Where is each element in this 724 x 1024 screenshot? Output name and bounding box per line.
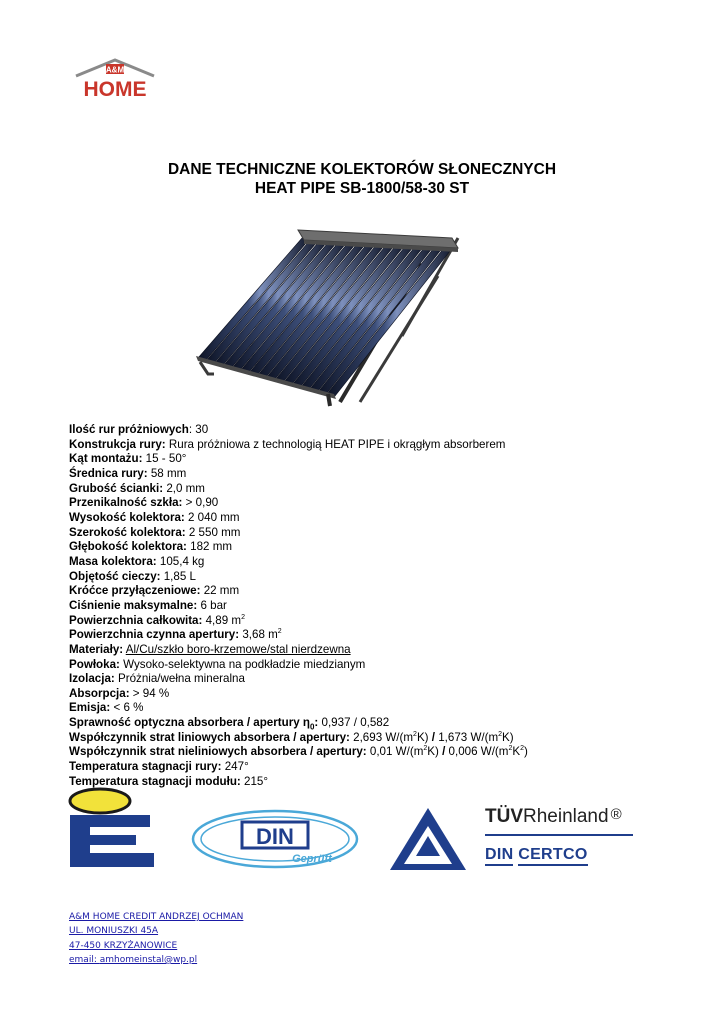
spec-value: 2,0 mm xyxy=(166,481,205,495)
spec-value: Rura próżniowa z technologią HEAT PIPE i okrągłym absorberem xyxy=(168,437,506,451)
title-line-2: HEAT PIPE SB-1800/58-30 ST xyxy=(254,180,470,197)
spec-label: Objętość cieczy: xyxy=(69,569,161,583)
spec-label: Masa kolektora: xyxy=(69,554,157,568)
spec-row xyxy=(69,584,528,599)
spec-value: 58 mm xyxy=(150,466,187,480)
spec-value: > 0,90 xyxy=(185,496,219,510)
spec-row xyxy=(69,526,528,541)
spec-value: 15 - 50° xyxy=(145,452,187,466)
spec-row xyxy=(69,687,528,702)
spec-label: Emisja: xyxy=(69,701,111,715)
din-triangle-logo xyxy=(388,806,468,872)
spec-row xyxy=(69,614,528,629)
spec-label: Ciśnienie maksymalne: xyxy=(69,598,198,612)
spec-row xyxy=(69,511,528,526)
spec-value: 2 550 mm xyxy=(188,525,241,539)
spec-label: Przenikalność szkła: xyxy=(69,496,183,510)
spec-row xyxy=(69,540,528,555)
spec-row xyxy=(69,672,528,687)
spec-value: 182 mm xyxy=(190,540,233,554)
spec-row-linear-loss xyxy=(69,731,528,746)
logo-top-text: A&M xyxy=(105,65,125,75)
footer-street: UL. MONIUSZKI 45A xyxy=(69,926,159,937)
spec-row xyxy=(69,467,528,482)
spec-value: < 6 % xyxy=(113,701,144,715)
spec-value: 6 bar xyxy=(200,598,227,612)
title-line-1: DANE TECHNICZNE KOLEKTORÓW SŁONECZNYCH xyxy=(167,161,557,178)
spec-row xyxy=(69,555,528,570)
spec-label: Kąt montażu: xyxy=(69,452,143,466)
spec-label: Ilość rur próżniowych xyxy=(69,423,189,436)
spec-label: Współczynnik strat nieliniowych absorbera / apertury: xyxy=(69,745,367,759)
spec-value: 215° xyxy=(244,774,269,788)
spec-value: 0,937 / 0,582 xyxy=(318,716,390,730)
spec-list-tail xyxy=(69,760,528,789)
din-gepruft-logo xyxy=(190,808,360,870)
spec-label: Powierzchnia całkowita: xyxy=(69,613,203,627)
technical-specs xyxy=(69,423,528,789)
spec-label: Materiały: xyxy=(69,642,124,656)
spec-label: Króćce przyłączeniowe: xyxy=(69,584,201,598)
spec-list xyxy=(69,423,528,716)
spec-value: 3,68 $m^2$ xyxy=(242,628,282,642)
company-logo xyxy=(72,58,158,100)
gepruft-text: Geprüft xyxy=(292,853,332,865)
footer-city: 47-450 KRZYŻANOWICE xyxy=(69,940,178,951)
cert-e-logo xyxy=(66,787,158,869)
spec-label: Szerokość kolektora: xyxy=(69,525,186,539)
spec-row xyxy=(69,628,528,643)
solar-collector-image xyxy=(190,224,465,409)
spec-value: > 94 % xyxy=(132,686,170,700)
spec-label: Średnica rury: xyxy=(69,466,148,480)
spec-label: Głębokość kolektora: xyxy=(69,540,187,554)
spec-row-nonlinear-loss xyxy=(69,745,528,760)
spec-row xyxy=(69,452,528,467)
footer-company: A&M HOME CREDIT ANDRZEJ OCHMAN xyxy=(69,912,244,922)
spec-row xyxy=(69,438,528,453)
spec-row xyxy=(69,599,528,614)
spec-label: Temperatura stagnacji modułu: xyxy=(69,774,241,788)
spec-label: Absorpcja: xyxy=(69,686,130,700)
spec-row xyxy=(69,643,528,658)
spec-label: Sprawność optyczna absorbera / apertury $\eta_0$: xyxy=(69,716,319,732)
din-certco-text: DIN CERTCO xyxy=(485,846,588,864)
spec-label: Powłoka: xyxy=(69,657,120,671)
spec-label: Konstrukcja rury: xyxy=(69,437,166,451)
spec-row xyxy=(69,760,528,775)
spec-row xyxy=(69,701,528,716)
spec-row: Ilość rur próżniowych: 30 xyxy=(69,423,209,436)
spec-row xyxy=(69,482,528,497)
spec-label: Współczynnik strat liniowych absorbera / apertury: xyxy=(69,730,350,744)
spec-value: 4,89 $m^2$ xyxy=(205,613,245,627)
spec-label: Wysokość kolektora: xyxy=(69,510,185,524)
spec-value: 30 xyxy=(195,423,209,436)
logo-main-text: HOME xyxy=(83,78,147,100)
din-text: DIN xyxy=(256,824,294,849)
tuv-divider xyxy=(485,834,633,836)
spec-value: 105,4 kg xyxy=(159,554,205,568)
spec-value: 2 040 mm xyxy=(188,510,240,524)
spec-label: Izolacja: xyxy=(69,672,115,686)
spec-label: Grubość ścianki: xyxy=(69,481,164,495)
spec-row xyxy=(69,570,528,585)
footer-email-link[interactable]: email: amhomeinstal@wp.pl xyxy=(69,954,198,965)
spec-value: 247° xyxy=(224,760,249,774)
spec-row xyxy=(69,496,528,511)
footer-address xyxy=(69,910,243,967)
spec-value: 22 mm xyxy=(203,584,240,598)
vacuum-tubes xyxy=(198,238,454,396)
spec-value: Al/Cu/szkło boro-krzemowe/stal nierdzewna xyxy=(125,642,351,656)
spec-value: 1,85 L xyxy=(163,569,196,583)
spec-label: Powierzchnia czynna apertury: xyxy=(69,628,240,642)
page-title xyxy=(0,160,724,198)
spec-value: 2,693 $W/(m^2K) / 1,673$ $W/(m^2K)$ xyxy=(349,730,514,744)
spec-row-efficiency xyxy=(69,716,528,731)
spec-row xyxy=(69,658,528,673)
spec-value: Próżnia/wełna mineralna xyxy=(117,672,245,686)
tuv-name: TÜVRheinland ® xyxy=(485,806,622,827)
spec-label: Temperatura stagnacji rury: xyxy=(69,760,222,774)
spec-value: 0,01 $W/(m^2K) / 0,006$ $W/(m^2K^2)$ xyxy=(366,745,528,759)
tuv-rheinland-logo xyxy=(485,806,655,868)
spec-value: Wysoko-selektywna na podkładzie miedzianym xyxy=(123,657,366,671)
